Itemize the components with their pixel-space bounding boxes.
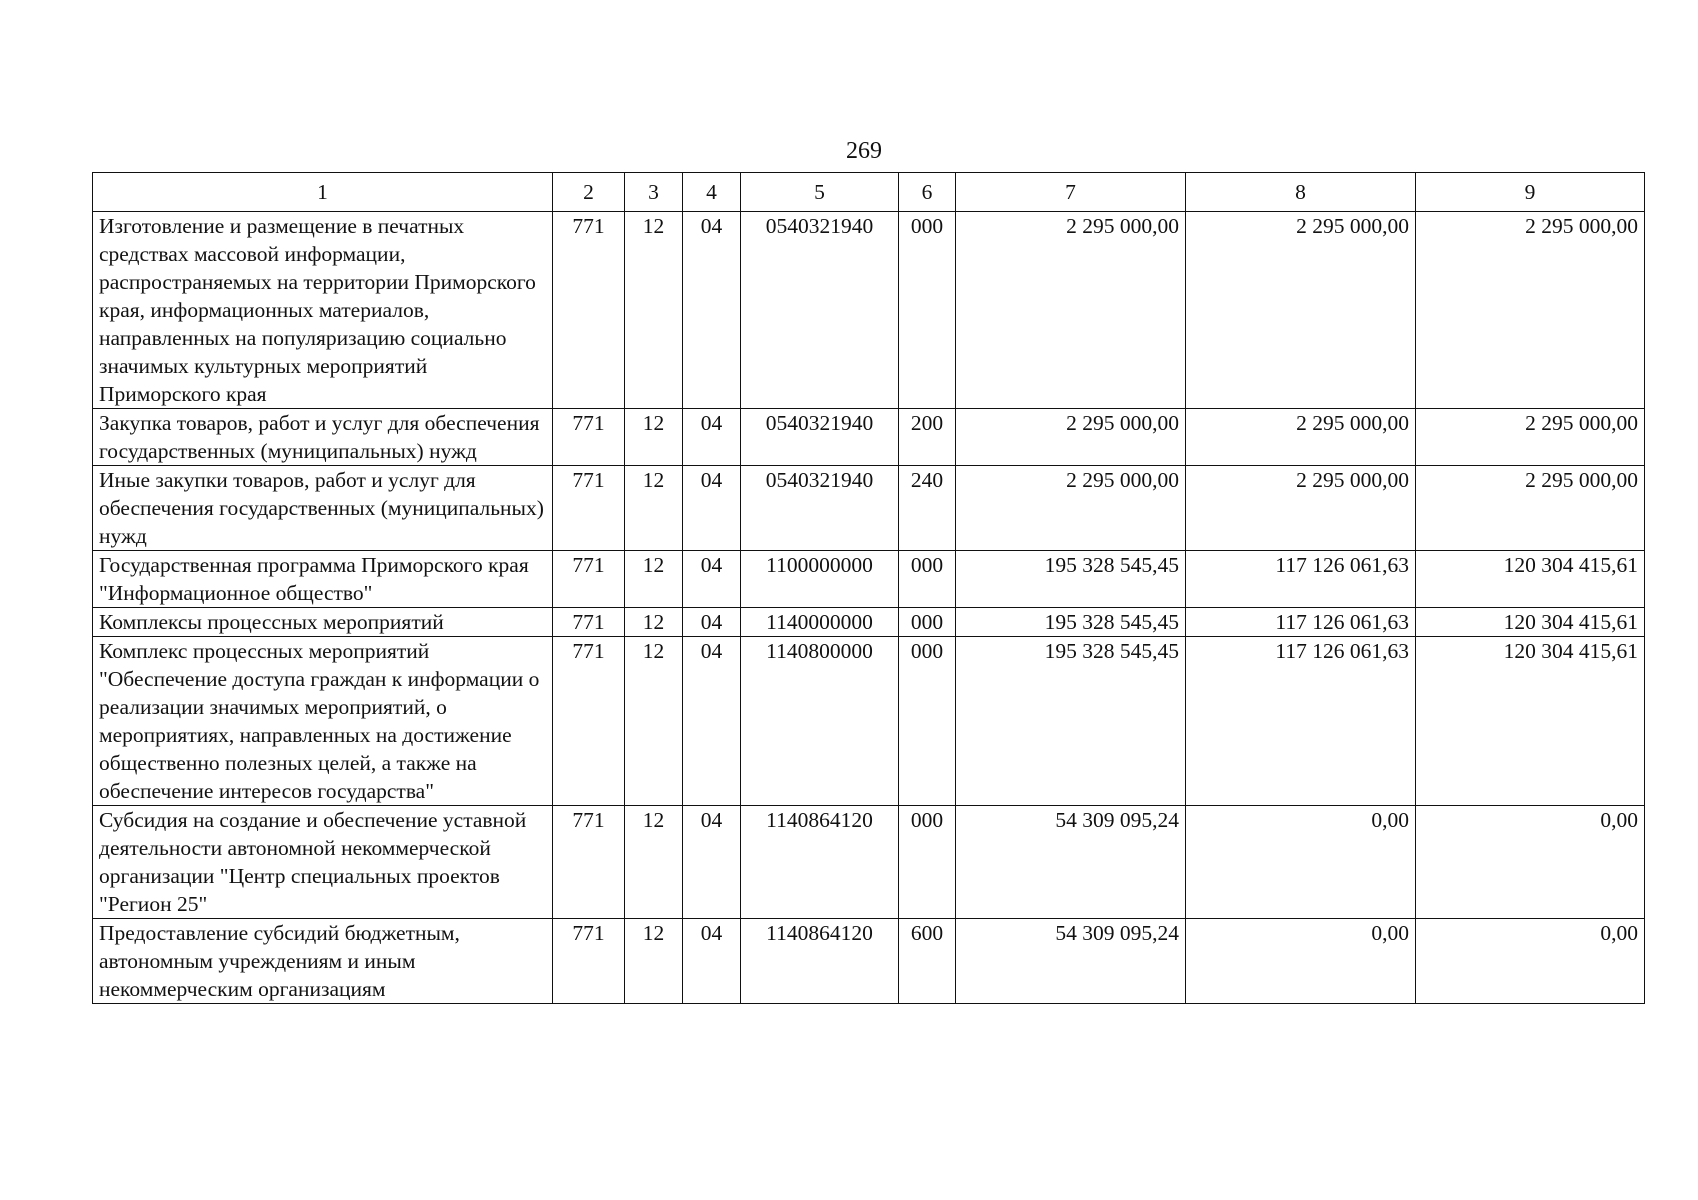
- code-cell: 04: [683, 806, 741, 919]
- budget-table: [92, 172, 1645, 1004]
- column-header-6: 6: [899, 173, 956, 212]
- code-cell: 12: [625, 919, 683, 1004]
- code-cell: 12: [625, 806, 683, 919]
- code-cell: 12: [625, 466, 683, 551]
- code-cell: 04: [683, 637, 741, 806]
- code-cell: 771: [553, 466, 625, 551]
- code-cell: 1140000000: [741, 608, 899, 637]
- row-name-cell: Иные закупки товаров, работ и услуг для обеспечения государственных (муниципальных) нужд: [93, 466, 553, 551]
- amount-cell: 0,00: [1416, 806, 1645, 919]
- code-cell: 04: [683, 212, 741, 409]
- code-cell: 000: [899, 608, 956, 637]
- amount-cell: 117 126 061,63: [1186, 608, 1416, 637]
- code-cell: 12: [625, 551, 683, 608]
- code-cell: 12: [625, 212, 683, 409]
- amount-cell: 2 295 000,00: [1416, 409, 1645, 466]
- code-cell: 04: [683, 466, 741, 551]
- column-header-9: 9: [1416, 173, 1645, 212]
- table-row: [93, 551, 1645, 608]
- amount-cell: 2 295 000,00: [1186, 409, 1416, 466]
- code-cell: 0540321940: [741, 409, 899, 466]
- amount-cell: 117 126 061,63: [1186, 637, 1416, 806]
- code-cell: 000: [899, 806, 956, 919]
- amount-cell: 2 295 000,00: [1186, 212, 1416, 409]
- code-cell: 240: [899, 466, 956, 551]
- code-cell: 04: [683, 551, 741, 608]
- page-number: 269: [846, 138, 882, 164]
- row-name-cell: Закупка товаров, работ и услуг для обеспечения государственных (муниципальных) нужд: [93, 409, 553, 466]
- row-name-cell: Государственная программа Приморского края "Информационное общество": [93, 551, 553, 608]
- row-name-cell: Комплексы процессных мероприятий: [93, 608, 553, 637]
- row-name-cell: Предоставление субсидий бюджетным, автономным учреждениям и иным некоммерческим организациям: [93, 919, 553, 1004]
- amount-cell: 195 328 545,45: [956, 637, 1186, 806]
- code-cell: 600: [899, 919, 956, 1004]
- code-cell: 1140864120: [741, 919, 899, 1004]
- code-cell: 771: [553, 409, 625, 466]
- code-cell: 200: [899, 409, 956, 466]
- amount-cell: 2 295 000,00: [956, 466, 1186, 551]
- column-header-2: 2: [553, 173, 625, 212]
- column-header-7: 7: [956, 173, 1186, 212]
- amount-cell: 2 295 000,00: [956, 409, 1186, 466]
- amount-cell: 0,00: [1416, 919, 1645, 1004]
- amount-cell: 2 295 000,00: [1186, 466, 1416, 551]
- column-header-3: 3: [625, 173, 683, 212]
- code-cell: 771: [553, 806, 625, 919]
- amount-cell: 2 295 000,00: [956, 212, 1186, 409]
- amount-cell: 120 304 415,61: [1416, 551, 1645, 608]
- amount-cell: 120 304 415,61: [1416, 608, 1645, 637]
- code-cell: 0540321940: [741, 212, 899, 409]
- column-header-5: 5: [741, 173, 899, 212]
- amount-cell: 195 328 545,45: [956, 608, 1186, 637]
- code-cell: 771: [553, 608, 625, 637]
- amount-cell: 2 295 000,00: [1416, 466, 1645, 551]
- table-row: [93, 637, 1645, 806]
- code-cell: 04: [683, 919, 741, 1004]
- table-row: [93, 212, 1645, 409]
- code-cell: 771: [553, 919, 625, 1004]
- code-cell: 1100000000: [741, 551, 899, 608]
- table-row: [93, 466, 1645, 551]
- code-cell: 000: [899, 212, 956, 409]
- table-row: [93, 919, 1645, 1004]
- column-header-8: 8: [1186, 173, 1416, 212]
- code-cell: 04: [683, 409, 741, 466]
- amount-cell: 117 126 061,63: [1186, 551, 1416, 608]
- table-row: [93, 806, 1645, 919]
- code-cell: 12: [625, 637, 683, 806]
- table-row: [93, 608, 1645, 637]
- code-cell: 12: [625, 608, 683, 637]
- code-cell: 1140864120: [741, 806, 899, 919]
- amount-cell: 120 304 415,61: [1416, 637, 1645, 806]
- amount-cell: 2 295 000,00: [1416, 212, 1645, 409]
- code-cell: 771: [553, 551, 625, 608]
- code-cell: 0540321940: [741, 466, 899, 551]
- column-header-1: 1: [93, 173, 553, 212]
- code-cell: 771: [553, 212, 625, 409]
- code-cell: 771: [553, 637, 625, 806]
- code-cell: 04: [683, 608, 741, 637]
- amount-cell: 0,00: [1186, 806, 1416, 919]
- column-header-4: 4: [683, 173, 741, 212]
- code-cell: 12: [625, 409, 683, 466]
- header-row: [93, 173, 1645, 212]
- row-name-cell: Субсидия на создание и обеспечение уставной деятельности автономной некоммерческой организации "Центр специальных проектов "Регион 25": [93, 806, 553, 919]
- code-cell: 000: [899, 551, 956, 608]
- code-cell: 000: [899, 637, 956, 806]
- amount-cell: 54 309 095,24: [956, 806, 1186, 919]
- table-row: [93, 409, 1645, 466]
- row-name-cell: Комплекс процессных мероприятий "Обеспечение доступа граждан к информации о реализации значимых мероприятий, о мероприятиях, направленных на достижение общественно полезных целей, а также на обеспечение интересов государства": [93, 637, 553, 806]
- row-name-cell: Изготовление и размещение в печатных средствах массовой информации, распространяемых на территории Приморского края, информационных материалов, направленных на популяризацию социально значимых культурных мероприятий Приморского края: [93, 212, 553, 409]
- amount-cell: 0,00: [1186, 919, 1416, 1004]
- amount-cell: 195 328 545,45: [956, 551, 1186, 608]
- amount-cell: 54 309 095,24: [956, 919, 1186, 1004]
- code-cell: 1140800000: [741, 637, 899, 806]
